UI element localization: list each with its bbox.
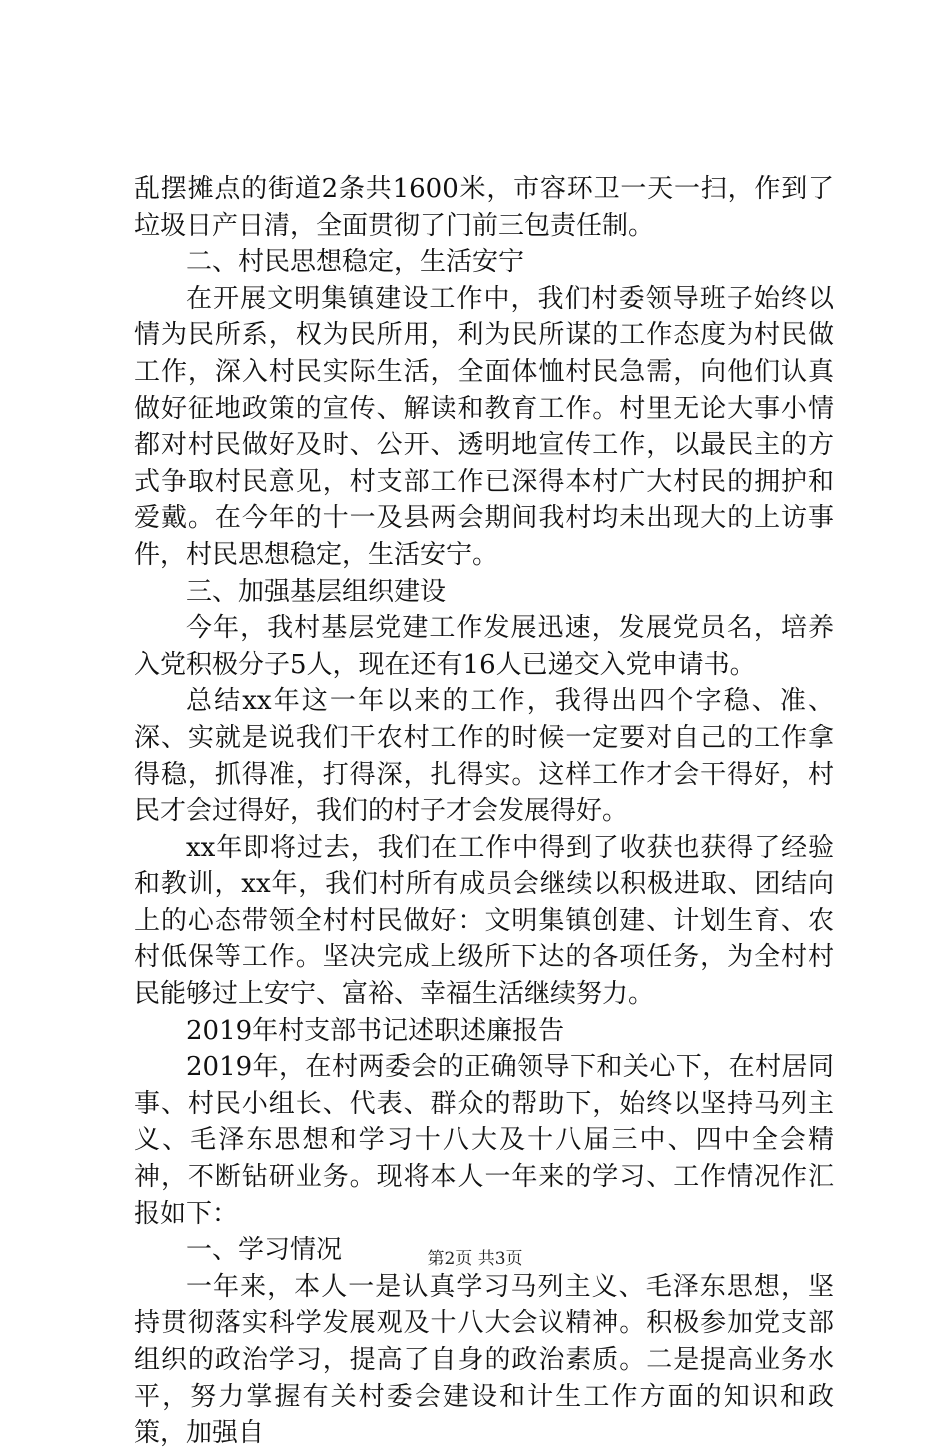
page-number-footer: 第2页 共3页 <box>427 1249 523 1269</box>
section-heading-3: 三、加强基层组织建设 <box>186 576 447 607</box>
paragraph-continuation: 乱摆摊点的街道2条共1600米，市容环卫一天一扫，作到了垃圾日产日清，全面贯彻了门前三包责任制。 <box>134 174 834 241</box>
paragraph: 今年，我村基层党建工作发展迅速，发展党员名，培养入党积极分子5人，现在还有16人已递交入党申请书。 <box>134 613 834 680</box>
section-heading-2: 二、村民思想稳定，生活安宁 <box>186 247 525 278</box>
report-title: 2019年村支部书记述职述廉报告 <box>186 1015 565 1046</box>
paragraph: xx年即将过去，我们在工作中得到了收获也获得了经验和教训，xx年，我们村所有成员会继续以积极进取、团结向上的心态带领全村村民做好：文明集镇创建、计划生育、农村低保等工作。坚决完成上级所下达的各项任务，为全村村民能够过上安宁、富裕、幸福生活继续努力。 <box>134 832 834 1010</box>
section-heading-1: 一、学习情况 <box>186 1235 343 1266</box>
paragraph: 总结xx年这一年以来的工作，我得出四个字稳、准、深、实就是说我们干农村工作的时候一定要对自己的工作拿得稳，抓得准，打得深，扎得实。这样工作才会干得好，村民才会过得好，我们的村子才会发展得好。 <box>134 686 834 827</box>
paragraph: 在开展文明集镇建设工作中，我们村委领导班子始终以情为民所系，权为民所用，利为民所谋的工作态度为村民做工作，深入村民实际生活，全面体恤村民急需，向他们认真做好征地政策的宣传、解读和教育工作。村里无论大事小情都对村民做好及时、公开、透明地宣传工作，以最民主的方式争取村民意见，村支部工作已深得本村广大村民的拥护和爱戴。在今年的十一及县两会期间我村均未出现大的上访事件，村民思想稳定，生活安宁。 <box>134 283 834 570</box>
paragraph: 2019年，在村两委会的正确领导下和关心下，在村居同事、村民小组长、代表、群众的帮助下，始终以坚持马列主义、毛泽东思想和学习十八大及十八届三中、四中全会精神，不断钻研业务。现将本人一年来的学习、工作情况作汇报如下： <box>134 1052 834 1229</box>
paragraph: 一年来，本人一是认真学习马列主义、毛泽东思想，坚持贯彻落实科学发展观及十八大会议精神。积极参加党支部组织的政治学习，提高了自身的政治素质。二是提高业务水平，努力掌握有关村委会建设和计生工作方面的知识和政策，加强自 <box>134 1271 834 1449</box>
